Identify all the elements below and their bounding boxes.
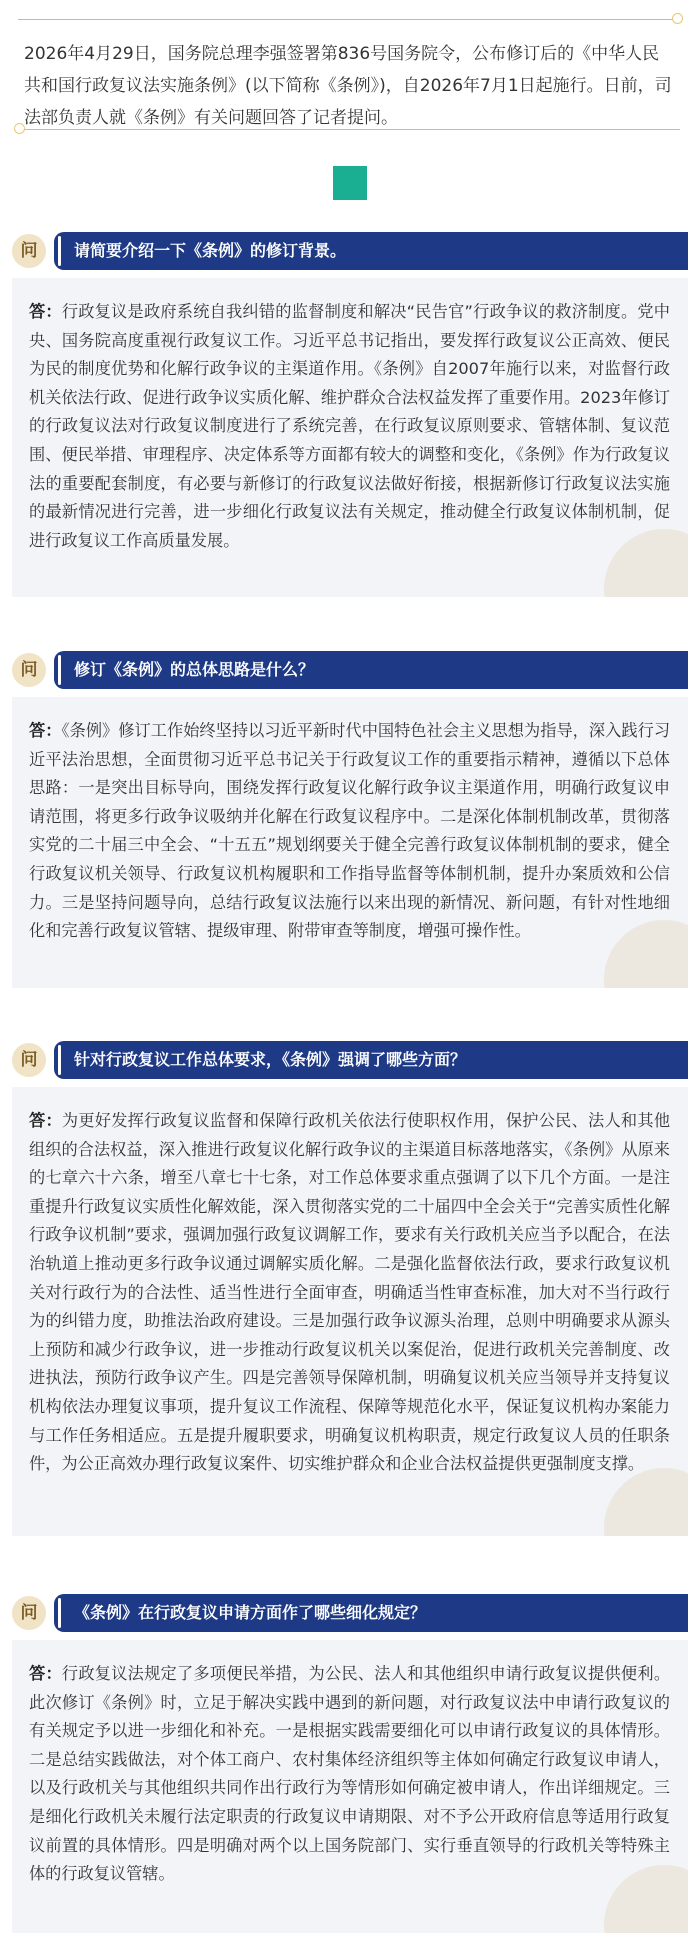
- question-ribbon: [54, 1041, 688, 1079]
- qa-section-1: [12, 232, 688, 597]
- section-marker-icon: [333, 166, 367, 200]
- question-badge-label: 问: [20, 1050, 38, 1070]
- question-ribbon: [54, 232, 688, 270]
- answer-text: [29, 298, 670, 555]
- answer-body: 《条例》修订工作始终坚持以习近平新时代中国特色社会主义思想为指导，深入践行习近平法治思想，全面贯彻习近平总书记关于行政复议工作的重要指示精神，遵循以下总体思路：一是突出目标导向，围绕发挥行政复议化解行政争议主渠道作用，明确行政复议申请范围，将更多行政争议吸纳并化解在行政复议程序中。二是深化体制机制改革，贯彻落实党的二十届三中全会、“十五五”规划纲要关于健全完善行政复议体制机制的要求，健全行政复议机关领导、行政复议机构履职和工作指导监督等体制机制，提升办案质效和公信力。三是坚持问题导向，总结行政复议法施行以来出现的新情况、新问题，有针对性地细化和完善行政复议管辖、提级审理、附带审查等制度，增强可操作性。: [29, 721, 671, 941]
- answer-text: [29, 1107, 670, 1479]
- answer-body: 行政复议是政府系统自我纠错的监督制度和解决“民告官”行政争议的救济制度。党中央、国务院高度重视行政复议工作。习近平总书记指出，要发挥行政复议公正高效、便民为民的制度优势和化解行政争议的主渠道作用。《条例》自2007年施行以来，对监督行政机关依法行政、促进行政争议实质化解、维护群众合法权益发挥了重要作用。2023年修订的行政复议法对行政复议制度进行了系统完善，在行政复议原则要求、管辖体制、复议范围、便民举措、审理程序、决定体系等方面都有较大的调整和变化，《条例》作为行政复议法的重要配套制度，有必要与新修订的行政复议法做好衔接，根据新修订行政复议法实施的最新情况进行完善，进一步细化行政复议法有关规定，推动健全行政复议体制机制，促进行政复议工作高质量发展。: [29, 302, 670, 550]
- answer-text: [29, 1660, 670, 1889]
- question-ribbon: [54, 651, 688, 689]
- question-ribbon: [54, 1594, 688, 1632]
- question-text: 《条例》在行政复议申请方面作了哪些细化规定？: [74, 1603, 427, 1622]
- question-bar: [12, 1594, 688, 1632]
- answer-body: 为更好发挥行政复议监督和保障行政机关依法行使职权作用，保护公民、法人和其他组织的合法权益，深入推进行政复议化解行政争议的主渠道目标落地落实，《条例》从原来的七章六十六条，增至八章七十七条，对工作总体要求重点强调了以下几个方面。一是注重提升行政复议实质性化解效能，深入贯彻落实党的二十届四中全会关于“完善实质性化解行政争议机制”要求，强调加强行政复议调解工作，要求有关行政机关应当予以配合，在法治轨道上推动更多行政争议通过调解实质化解。二是强化监督依法行政，要求行政复议机关对行政行为的合法性、适当性进行全面审查，明确适当性审查标准，加大对不当行政行为的纠错力度，助推法治政府建设。三是加强行政争议源头治理，总则中明确要求从源头上预防和减少行政争议，进一步推动行政复议机关以案促治，促进行政机关完善制度、改进执法，预防行政争议产生。四是完善领导保障机制，明确复议机关应当领导并支持复议机构依法办理复议事项，提升复议工作流程、保障等规范化水平，保证复议机构办案能力与工作任务相适应。五是提升履职要求，明确复议机构职责，规定行政复议人员的任职条件，为公正高效办理行政复议案件、切实维护群众和企业合法权益提供更强制度支撑。: [29, 1111, 671, 1474]
- question-badge-label: 问: [20, 1603, 38, 1623]
- question-text: 修订《条例》的总体思路是什么？: [74, 660, 315, 679]
- question-badge-icon: [12, 234, 46, 268]
- ribbon-edge: [58, 655, 61, 685]
- question-badge-label: 问: [20, 660, 38, 680]
- question-badge-label: 问: [20, 241, 38, 261]
- ribbon-edge: [58, 1045, 61, 1075]
- intro-top-rule: [18, 19, 680, 20]
- answer-box: [12, 1087, 688, 1536]
- answer-label: 答：: [29, 1664, 62, 1683]
- qa-section-2: [12, 651, 688, 988]
- intro-box: [18, 16, 680, 130]
- answer-label: 答：: [29, 1111, 62, 1130]
- question-text: 针对行政复议工作总体要求，《条例》强调了哪些方面？: [74, 1050, 467, 1069]
- answer-body: 行政复议法规定了多项便民举措，为公民、法人和其他组织申请行政复议提供便利。此次修订《条例》时，立足于解决实践中遇到的新问题，对行政复议法中申请行政复议的有关规定予以进一步细化和补充。一是根据实践需要细化可以申请行政复议的具体情形。二是总结实践做法，对个体工商户、农村集体经济组织等主体如何确定行政复议申请人，以及行政机关与其他组织共同作出行政行为等情形如何确定被申请人，作出详细规定。三是细化行政机关未履行法定职责的行政复议申请期限、对不予公开政府信息等适用行政复议前置的具体情形。四是明确对两个以上国务院部门、实行垂直领导的行政机关等特殊主体的行政复议管辖。: [29, 1664, 671, 1884]
- question-badge-icon: [12, 1043, 46, 1077]
- ribbon-edge: [58, 236, 61, 266]
- answer-box: [12, 697, 688, 988]
- question-text: 请简要介绍一下《条例》的修订背景。: [74, 241, 347, 260]
- qa-section-4: [12, 1594, 688, 1933]
- question-badge-icon: [12, 1596, 46, 1630]
- corner-dot-icon: [672, 13, 683, 24]
- answer-text: [29, 717, 670, 946]
- answer-box: [12, 1640, 688, 1933]
- question-bar: [12, 651, 688, 689]
- question-badge-icon: [12, 653, 46, 687]
- ribbon-edge: [58, 1598, 61, 1628]
- answer-label: 答：: [29, 721, 62, 740]
- answer-label: 答：: [29, 302, 62, 321]
- qa-section-3: [12, 1041, 688, 1536]
- intro-text: 2026年4月29日，国务院总理李强签署第836号国务院令，公布修订后的《中华人民共和国行政复议法实施条例》(以下简称《条例》)，自2026年7月1日起施行。日前，司法部负责人就《条例》有关问题回答了记者提问。: [24, 44, 672, 128]
- answer-box: [12, 278, 688, 597]
- question-bar: [12, 1041, 688, 1079]
- question-bar: [12, 232, 688, 270]
